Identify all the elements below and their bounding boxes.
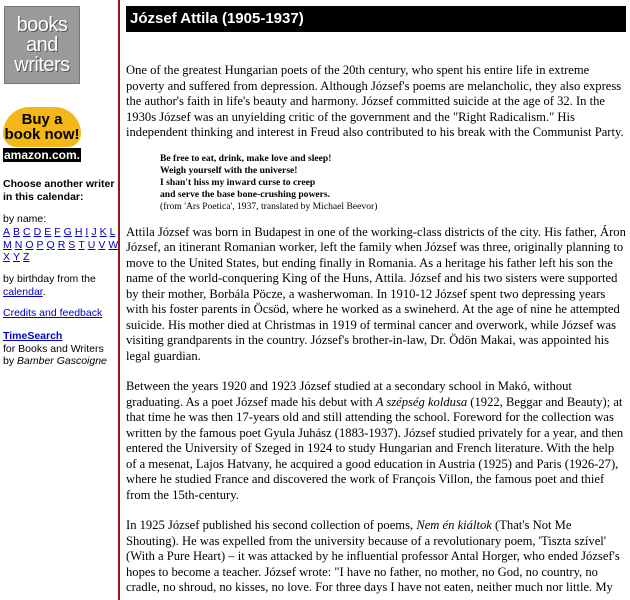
amazon-buy-button[interactable] bbox=[3, 107, 81, 162]
poem-quote bbox=[160, 153, 626, 213]
letter-link[interactable]: Q bbox=[46, 238, 55, 251]
book-title: Nem én kiáltok bbox=[416, 518, 492, 532]
letter-link[interactable]: T bbox=[78, 238, 85, 251]
letter-index bbox=[3, 226, 119, 264]
letter-link[interactable]: F bbox=[54, 226, 61, 238]
author-name: Bamber Gascoigne bbox=[17, 355, 107, 367]
text-run: (1922, Beggar and Beauty); at that time he was then 17-years old and still attending the school. Foreword for the collection was written by the famous poet Gyula Juhász (1883-1937). József studied privately for a year, and then entered the University of Szeged in 1924 to study Hungarian and French literature. With the help of a mesenat, Lajos Hatvany, he acquired a good education in Austria (1925) and Paris (1926-27), where he studied France and discovered the work of François Villon, the famous poet and thief from the 15th-century. bbox=[126, 394, 624, 502]
poem-line: and serve the base bone-crushing powers. bbox=[160, 188, 331, 200]
books-and-writers-logo[interactable] bbox=[4, 6, 80, 84]
letter-link[interactable]: U bbox=[87, 238, 96, 251]
by-author-prefix: by bbox=[3, 355, 15, 367]
letter-link[interactable]: P bbox=[36, 238, 44, 251]
calendar-suffix: . bbox=[42, 285, 46, 298]
education-paragraph bbox=[126, 379, 626, 503]
poem-credit: (from 'Ars Poetica', 1937, translated by Michael Beevor) bbox=[160, 200, 378, 212]
by-name-label: by name: bbox=[3, 213, 47, 225]
letter-link[interactable]: C bbox=[23, 226, 31, 238]
letter-link[interactable]: H bbox=[74, 226, 83, 238]
letter-link[interactable]: N bbox=[14, 238, 23, 251]
letter-link[interactable]: G bbox=[63, 226, 72, 238]
letter-link[interactable]: Y bbox=[13, 251, 21, 263]
logo-line: and bbox=[26, 34, 58, 56]
sidebar bbox=[0, 0, 118, 600]
letter-link[interactable]: W bbox=[108, 238, 119, 251]
amazon-line1: Buy a bbox=[21, 111, 63, 128]
credits-link[interactable]: Credits and feedback bbox=[3, 307, 103, 319]
letter-link[interactable]: K bbox=[99, 226, 107, 238]
letter-link[interactable]: J bbox=[91, 226, 97, 238]
letter-link[interactable]: O bbox=[25, 238, 34, 251]
poem-line: I shan't hiss my inward curse to creep bbox=[160, 176, 316, 188]
calendar-link[interactable]: calendar bbox=[3, 285, 43, 298]
timesearch-desc: for Books and Writers bbox=[3, 342, 104, 355]
calendar-heading: Choose another writer in this calendar: bbox=[3, 178, 115, 203]
by-birthday-text bbox=[3, 273, 117, 298]
poem-line: Be free to eat, drink, make love and sleep! bbox=[160, 152, 332, 164]
letter-link[interactable]: V bbox=[98, 238, 106, 251]
amazon-line2: book now! bbox=[4, 126, 80, 143]
biography-paragraph: Attila József was born in Budapest in one of the working-class districts of the city. His father, Áron József, an itinerant Romanian worker, left the family when József was three, originally planning to move to the United States, but ending finally in Romania. As a heritage his father left his son the name of the world-conquering King of the Huns, Attila. József and his two sisters were supported by their mother, Borbála Pöcze, a washerwoman. In 1910-12 József spent two depressing years with his foster parents in Öcsöd, where he worked as a swineherd. At the age of nine he attempted suicide. His mother died at Christmas in 1919 of terminal cancer and overwork, while József was visiting grandparents in the country. József's brother-in-law, Dr. Ödön Makai, was appointed his legal guardian. bbox=[126, 224, 626, 363]
letter-link[interactable]: L bbox=[109, 226, 116, 238]
timesearch-block bbox=[3, 330, 117, 368]
intro-paragraph: One of the greatest Hungarian poets of the 20th century, who spent his entire life in extreme poverty and suffered from depression. Although József's poems are melancholic, they also express the author's faith in life's beauty and harmony. József committed suicide at the age of 32. In the 1930s József was an unyielding critic of the government and the "Right Radicalism." His independent thinking and interest in Freud also contributed to his break with the Communist Party. bbox=[126, 63, 624, 139]
letter-link[interactable]: M bbox=[3, 238, 12, 251]
book-title: A szépség koldusa bbox=[375, 394, 468, 409]
letter-link[interactable]: E bbox=[44, 226, 52, 238]
letter-link[interactable]: X bbox=[3, 251, 11, 263]
amazon-badge bbox=[3, 107, 81, 147]
main-content bbox=[126, 6, 626, 596]
credits-feedback bbox=[3, 307, 117, 320]
letter-link[interactable]: R bbox=[57, 238, 66, 251]
page-title: József Attila (1905-1937) bbox=[126, 6, 626, 32]
logo-line: writers bbox=[14, 54, 70, 76]
logo-line: books bbox=[16, 14, 68, 36]
letter-link[interactable]: S bbox=[68, 238, 76, 251]
text-run: Between the years 1920 and 1923 József studied at a secondary school in Makó, without graduating. As a poet József made his debut with bbox=[126, 379, 572, 409]
letter-link[interactable]: Z bbox=[23, 251, 30, 263]
career-paragraph bbox=[126, 518, 626, 596]
by-birthday-prefix: by birthday from the bbox=[3, 273, 96, 285]
text-run: (That's Not Me Shouting). He was expelled from the university because of a revolutionary poem, 'Tiszta szível' (With a Pure Heart) – it was attacked by he influential professor Antal Horger, who ended József's hopes to become a teacher. József wrote: "I have no father, no mother, no God, no country, no cradle, no shroud, no kisses, no love. For three days I have not eaten, neither much nor little. My bbox=[126, 518, 620, 594]
amazon-logo: amazon.com. bbox=[3, 148, 81, 162]
letter-link[interactable]: D bbox=[33, 226, 42, 238]
text-run: In 1925 József published his second collection of poems, bbox=[126, 518, 417, 532]
sidebar-divider bbox=[118, 0, 120, 600]
letter-link[interactable]: B bbox=[13, 226, 21, 238]
letter-link[interactable]: I bbox=[85, 226, 89, 238]
poem-line: Weigh yourself with the universe! bbox=[160, 164, 298, 176]
timesearch-link[interactable]: TimeSearch bbox=[3, 330, 63, 342]
letter-link[interactable]: A bbox=[3, 226, 11, 238]
